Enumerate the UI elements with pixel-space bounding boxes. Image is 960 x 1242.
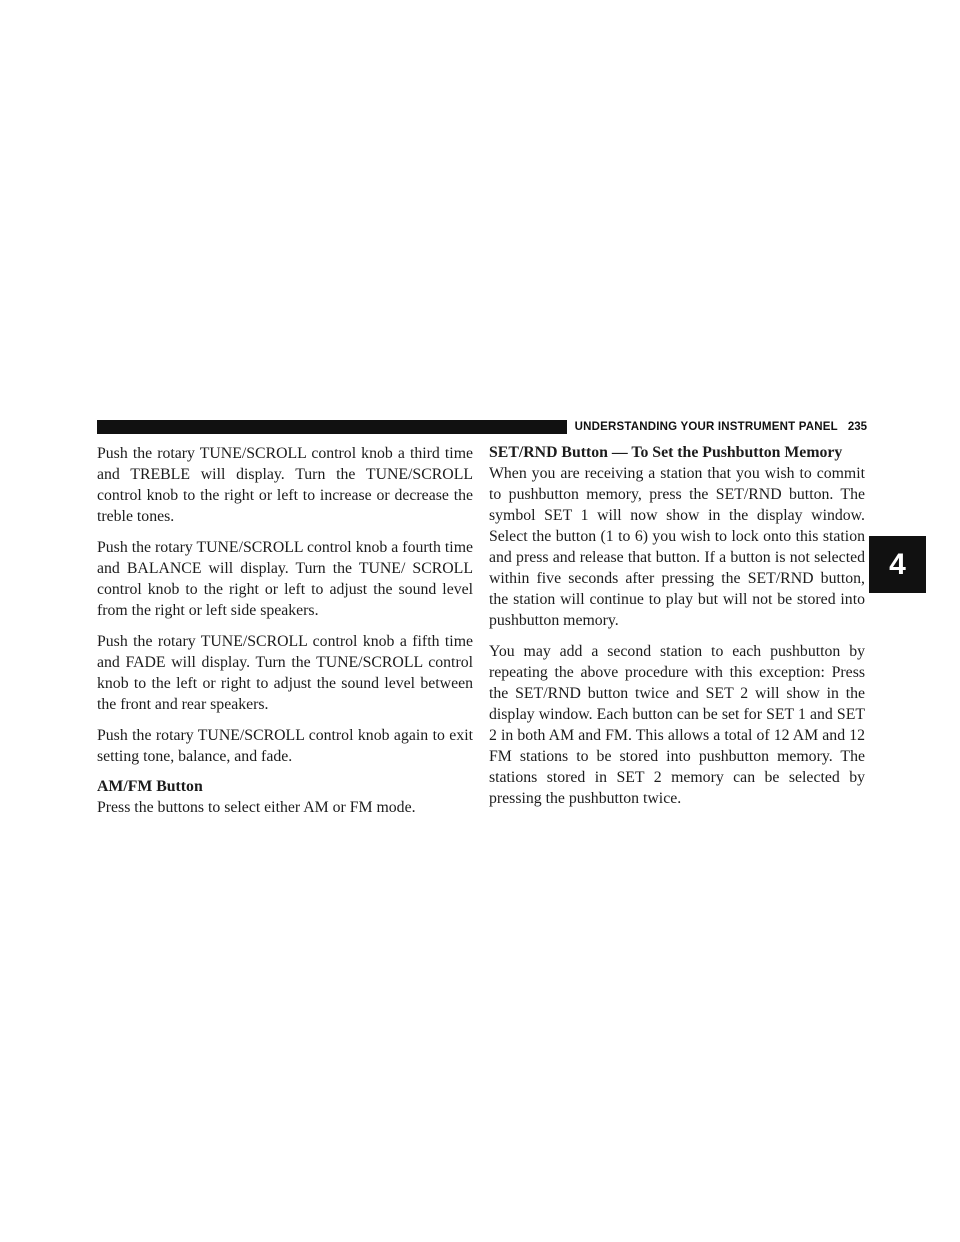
paragraph-fade: Push the rotary TUNE/SCROLL control knob a fifth time and FADE will display. Turn the TUNE/SCROLL control knob to the left or right to adjust the sound level between the front and rear speakers. bbox=[97, 633, 473, 713]
heading-set-rnd-button: SET/RND Button — To Set the Pushbutton Memory bbox=[489, 444, 843, 461]
header-rule bbox=[97, 420, 567, 434]
left-column bbox=[97, 443, 473, 828]
paragraph-set-memory: When you are receiving a station that you wish to commit to pushbutton memory, press the SET/RND button. The symbol SET 1 will now show in the display window. Select the button (1 to 6) you wish to lock onto this station and press and release that button. If a button is not selected within five seconds after pressing the SET/RND button, the station will continue to play but will not be stored into pushbutton memory. bbox=[489, 465, 865, 629]
page-header bbox=[97, 420, 867, 434]
chapter-tab: 4 bbox=[869, 536, 926, 593]
section-title: UNDERSTANDING YOUR INSTRUMENT PANEL bbox=[574, 421, 838, 433]
heading-amfm-button: AM/FM Button bbox=[97, 778, 203, 795]
paragraph-amfm: Press the buttons to select either AM or FM mode. bbox=[97, 799, 416, 816]
paragraph-second-station: You may add a second station to each pushbutton by repeating the above procedure with this exception: Press the SET/RND button twice and SET 2 will show in the display window. Each button can be set for SET 1 and SET 2 in both AM and FM. This allows a total of 12 AM and 12 FM stations to be stored into pushbutton memory. The stations stored in SET 2 memory can be selected by pressing the pushbutton twice. bbox=[489, 643, 865, 807]
paragraph-balance: Push the rotary TUNE/SCROLL control knob a fourth time and BALANCE will display. Turn the TUNE/ SCROLL control knob to the right or left to adjust the sound level from the right or left side speakers. bbox=[97, 539, 473, 619]
paragraph-exit: Push the rotary TUNE/SCROLL control knob again to exit setting tone, balance, and fade. bbox=[97, 727, 473, 765]
right-column bbox=[489, 443, 865, 819]
paragraph-treble: Push the rotary TUNE/SCROLL control knob a third time and TREBLE will display. Turn the TUNE/SCROLL control knob to the right or left to increase or decrease the treble tones. bbox=[97, 445, 473, 525]
page-number: 235 bbox=[847, 421, 867, 433]
